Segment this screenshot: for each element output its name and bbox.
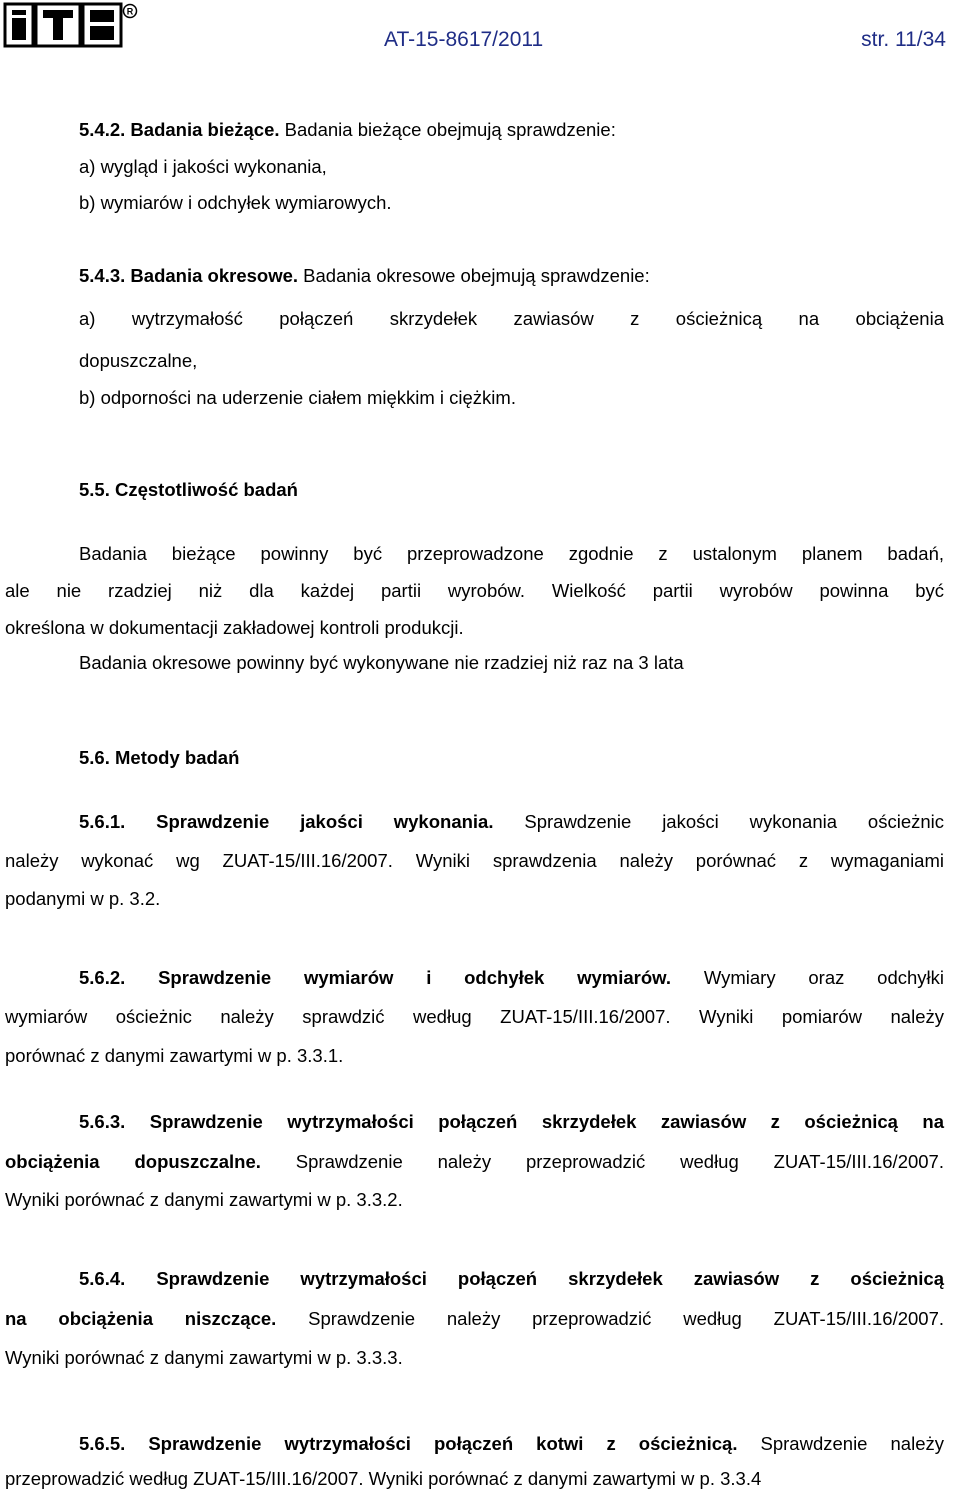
paragraph-line: porównać z danymi zawartymi w p. 3.3.1. bbox=[5, 1045, 344, 1066]
section-heading: 5.6.3. Sprawdzenie wytrzymałości połączeń skrzydełek zawiasów z ościeżnicą na bbox=[79, 1111, 944, 1132]
paragraph-line: należy wykonać wg ZUAT-15/III.16/2007. Wyniki sprawdzenia należy porównać z wymaganiami bbox=[5, 850, 944, 871]
section-heading: 5.5. Częstotliwość badań bbox=[79, 479, 298, 500]
paragraph-line: Badania okresowe powinny być wykonywane nie rzadziej niż raz na 3 lata bbox=[79, 652, 684, 673]
section-heading: 5.4.3. Badania okresowe. bbox=[79, 265, 299, 286]
section-text: Sprawdzenie należy przeprowadzić według ZUAT-15/III.16/2007. bbox=[276, 1308, 945, 1329]
section-heading: 5.6. Metody badań bbox=[79, 747, 240, 768]
section-5-6-4-line-2 bbox=[5, 1307, 944, 1331]
paragraph-line: Wyniki porównać z danymi zawartymi w p. 3.3.3. bbox=[5, 1347, 403, 1368]
section-text: Sprawdzenie jakości wykonania ościeżnic bbox=[493, 811, 945, 832]
paragraph-line: podanymi w p. 3.2. bbox=[5, 888, 161, 909]
section-5-6-3-line-2 bbox=[5, 1150, 944, 1174]
section-5-4-2-line-1 bbox=[79, 118, 944, 142]
section-heading: 5.6.1. Sprawdzenie jakości wykonania. bbox=[79, 811, 494, 832]
paragraph-line: określona w dokumentacji zakładowej kontroli produkcji. bbox=[5, 617, 464, 638]
list-item: b) wymiarów i odchyłek wymiarowych. bbox=[79, 192, 392, 213]
list-item: a) wytrzymałość połączeń skrzydełek zawiasów z ościeżnicą na obciążenia bbox=[79, 308, 944, 329]
section-heading: 5.4.2. Badania bieżące. bbox=[79, 119, 280, 140]
section-heading: 5.6.4. Sprawdzenie wytrzymałości połączeń skrzydełek zawiasów z ościeżnicą bbox=[79, 1268, 944, 1289]
section-5-6-1-line-1 bbox=[79, 810, 944, 834]
paragraph-line: wymiarów ościeżnic należy sprawdzić według ZUAT-15/III.16/2007. Wyniki pomiarów należy bbox=[5, 1006, 944, 1027]
section-text: Sprawdzenie należy bbox=[737, 1433, 944, 1454]
section-heading-continuation: obciążenia dopuszczalne. bbox=[5, 1151, 261, 1172]
list-item: a) wygląd i jakości wykonania, bbox=[79, 156, 327, 177]
list-item: b) odporności na uderzenie ciałem miękkim i ciężkim. bbox=[79, 387, 516, 408]
page-number: str. 11/34 bbox=[861, 28, 946, 51]
section-heading: 5.6.5. Sprawdzenie wytrzymałości połączeń kotwi z ościeżnicą. bbox=[79, 1433, 738, 1454]
list-item-continuation: dopuszczalne, bbox=[79, 350, 198, 371]
section-5-4-3-line-1 bbox=[79, 264, 944, 288]
section-text: Badania bieżące obejmują sprawdzenie: bbox=[279, 119, 616, 140]
section-heading-continuation: na obciążenia niszczące. bbox=[5, 1308, 277, 1329]
paragraph-line: Badania bieżące powinny być przeprowadzone zgodnie z ustalonym planem badań, bbox=[79, 543, 944, 564]
section-text: Badania okresowe obejmują sprawdzenie: bbox=[298, 265, 650, 286]
paragraph-line: Wyniki porównać z danymi zawartymi w p. 3.3.2. bbox=[5, 1189, 403, 1210]
paragraph-line: przeprowadzić według ZUAT-15/III.16/2007. Wyniki porównać z danymi zawartymi w p. 3.3.4 bbox=[5, 1468, 762, 1489]
section-5-6-2-line-1 bbox=[79, 966, 944, 990]
svg-text:R: R bbox=[126, 6, 134, 17]
section-5-6-5-line-1 bbox=[79, 1432, 944, 1456]
document-id: AT-15-8617/2011 bbox=[384, 28, 544, 51]
section-heading: 5.6.2. Sprawdzenie wymiarów i odchyłek wymiarów. bbox=[79, 967, 672, 988]
paragraph-line: ale nie rzadziej niż dla każdej partii wyrobów. Wielkość partii wyrobów powinna być bbox=[5, 580, 944, 601]
itb-logo bbox=[3, 2, 139, 48]
section-text: Sprawdzenie należy przeprowadzić według ZUAT-15/III.16/2007. bbox=[260, 1151, 944, 1172]
section-text: Wymiary oraz odchyłki bbox=[671, 967, 945, 988]
